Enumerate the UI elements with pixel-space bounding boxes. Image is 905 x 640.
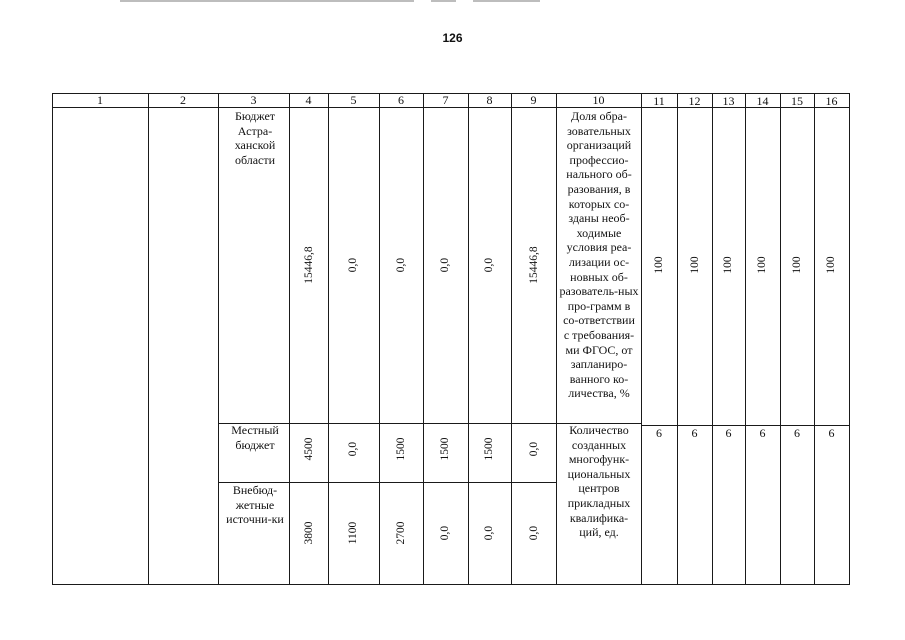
header-cell: 9	[530, 93, 537, 107]
col-line-16	[814, 93, 815, 585]
funding-source-regional: Бюджет Астра-ханской области	[234, 109, 276, 167]
value-cell: 2700	[395, 521, 407, 545]
value-cell: 1100	[347, 521, 359, 545]
target-cell: 100	[653, 256, 665, 274]
table-border-left	[52, 93, 53, 585]
col-line-13	[712, 93, 713, 585]
col-line-3	[218, 93, 219, 585]
value-cell: 0,0	[483, 257, 495, 273]
value-cell: 0,0	[439, 525, 451, 541]
indicator-text-share: Доля обра-зовательных организаций профессио-нального об-разования, в которых со-зданы необ-ходимые условия реа-лизации ос-новных об-разователь-ных про-грамм в со-ответствии с требования-ми ФГОС, от запланиро-ванного ко-личества, %	[559, 109, 639, 401]
value-cell: 15446,8	[303, 246, 315, 284]
col-line-4	[289, 93, 290, 585]
col-line-8	[468, 93, 469, 585]
header-cell: 6	[398, 93, 404, 107]
target-cell: 100	[825, 256, 837, 274]
header-cell: 11	[653, 94, 665, 108]
value-cell: 3800	[303, 521, 315, 545]
funding-source-extrabudgetary: Внебюд-жетные источни-ки	[226, 483, 284, 527]
col-line-12	[677, 93, 678, 585]
col-line-7	[423, 93, 424, 585]
target-cell: 6	[725, 426, 732, 440]
value-cell: 0,0	[347, 441, 359, 457]
value-cell: 0,0	[439, 257, 451, 273]
value-cell: 1500	[439, 437, 451, 461]
header-cell: 8	[486, 93, 493, 107]
target-cell: 6	[759, 426, 766, 440]
target-cell: 100	[756, 256, 768, 274]
header-cell: 5	[350, 93, 357, 107]
header-cell: 4	[305, 93, 312, 107]
header-cell: 3	[250, 93, 257, 107]
value-cell: 0,0	[483, 525, 495, 541]
header-cell: 2	[180, 93, 186, 107]
value-cell: 0,0	[395, 257, 407, 273]
col-line-9	[511, 93, 512, 585]
value-cell: 4500	[303, 437, 315, 461]
top-edge-line	[120, 0, 540, 2]
col-line-2	[148, 93, 149, 585]
col-line-15	[780, 93, 781, 585]
header-cell: 13	[722, 94, 735, 108]
table-border-bottom	[52, 584, 850, 585]
header-cell: 15	[791, 94, 803, 108]
table-border-right	[849, 93, 850, 585]
page-number: 126	[442, 31, 463, 45]
value-cell: 0,0	[347, 257, 359, 273]
value-cell: 15446,8	[528, 246, 540, 284]
header-cell: 1	[97, 93, 103, 107]
col-line-11	[641, 93, 642, 585]
col-line-5	[328, 93, 329, 585]
header-cell: 10	[592, 93, 605, 107]
header-cell: 12	[688, 94, 701, 108]
budget-table	[52, 93, 850, 585]
target-cell: 100	[689, 256, 701, 274]
col-line-6	[379, 93, 380, 585]
target-cell: 100	[722, 256, 734, 274]
target-cell: 6	[794, 426, 800, 440]
funding-source-local: Местный бюджет	[231, 423, 279, 452]
value-cell: 0,0	[528, 525, 540, 541]
value-cell: 0,0	[528, 441, 540, 457]
indicator-text-centers: Количество созданных многофунк-циональных центров прикладных квалифика-ций, ед.	[567, 423, 631, 540]
target-cell: 6	[691, 426, 698, 440]
col-line-10	[556, 93, 557, 585]
target-cell: 6	[828, 426, 835, 440]
header-cell: 16	[825, 94, 838, 108]
header-cell: 7	[442, 93, 449, 107]
target-cell: 100	[791, 256, 803, 274]
value-cell: 1500	[395, 437, 407, 461]
value-cell: 1500	[483, 437, 495, 461]
header-cell: 14	[756, 94, 769, 108]
target-cell: 6	[656, 426, 662, 440]
col-line-14	[745, 93, 746, 585]
